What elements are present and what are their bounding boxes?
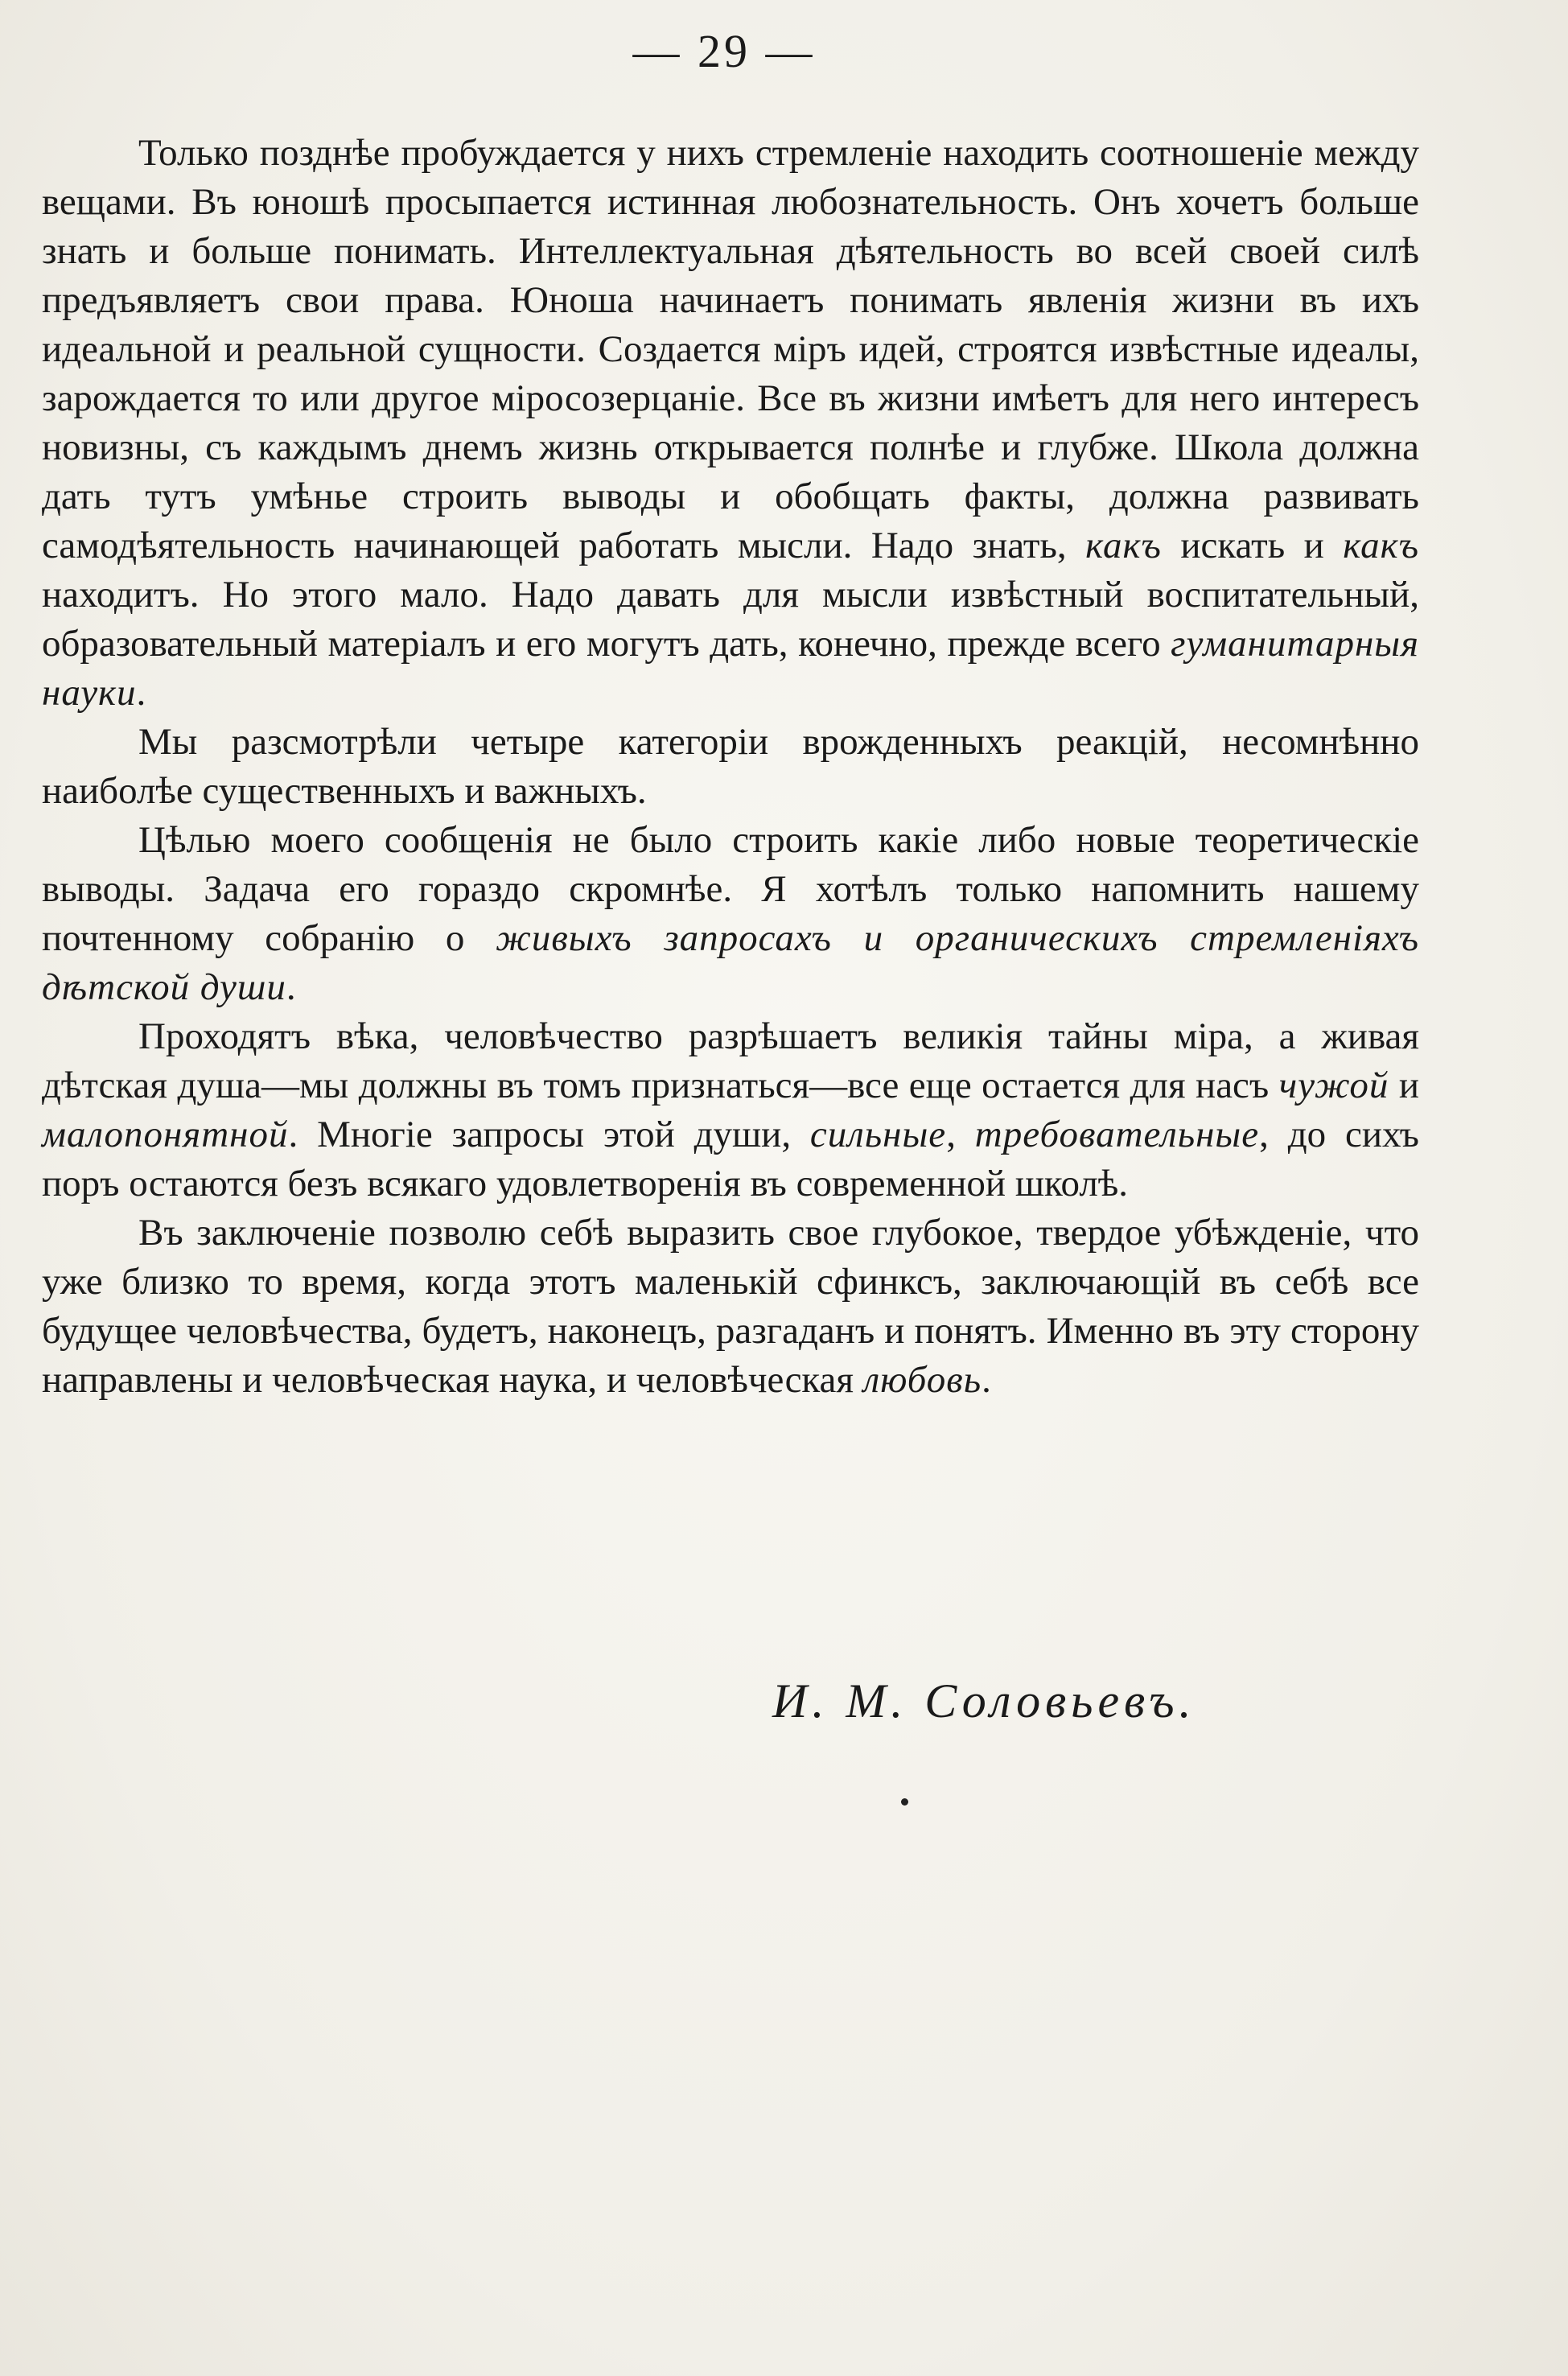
text-run: Проходятъ вѣка, человѣчество разрѣшаетъ великія тайны міра, а живая дѣтская душа—мы должны въ томъ признаться—все еще остается для насъ [42, 1015, 1419, 1106]
text-run: . [286, 966, 296, 1008]
text-run: , до сихъ поръ остаются безъ всякаго удовлетворенія въ современной школѣ. [42, 1114, 1419, 1204]
text-run: искать и [1161, 525, 1344, 566]
author-signature: И. М. Соловьевъ. [772, 1674, 1196, 1727]
body-text [42, 129, 1419, 1405]
paragraph [42, 1209, 1419, 1405]
text-run: и [1389, 1064, 1419, 1106]
paragraph [42, 718, 1419, 816]
italic-run: какъ [1343, 525, 1419, 566]
print-dot [901, 1798, 908, 1806]
text-run: . [982, 1359, 991, 1401]
italic-run: гуманитарныя науки [42, 623, 1419, 714]
page-number: — 29 — [632, 25, 816, 77]
text-run: Въ заключеніе позволю себѣ выразить свое глубокое, твердое убѣжденіе, что уже близко то время, когда этотъ маленькій сфинксъ, заключающій въ себѣ все будущее человѣчества, будетъ, наконецъ, разгаданъ и понятъ. Именно въ эту сторону направлены и человѣческая наука, и человѣческая [42, 1212, 1419, 1401]
italic-run: сильные [809, 1114, 947, 1155]
italic-run: малопонятной [42, 1114, 289, 1155]
paragraph [42, 129, 1419, 718]
text-run: , [946, 1114, 975, 1155]
text-run: . Многіе запросы этой души, [288, 1114, 810, 1155]
paragraph [42, 1012, 1419, 1209]
italic-run: любовь [862, 1359, 982, 1401]
italic-run: чужой [1278, 1064, 1389, 1106]
text-run: Цѣлью моего сообщенія не было строить какіе либо новые теоретическіе выводы. Задача его гораздо скромнѣе. Я хотѣлъ только напомнить нашему почтенному собранію о [42, 819, 1419, 959]
italic-run: требовательные [974, 1114, 1260, 1155]
text-run: . [136, 672, 146, 714]
text-run: Только позднѣе пробуждается у нихъ стремленіе находить соотношеніе между вещами. Въ юношѣ просыпается истинная любознательность. Онъ хочетъ больше знать и больше понимать. Интеллектуальная дѣятельность во всей своей силѣ предъявляетъ свои права. Юноша начинаетъ понимать явленія жизни въ ихъ идеальной и реальной сущности. Создается міръ идей, строятся извѣстные идеалы, зарождается то или другое міросозерцаніе. Все въ жизни имѣетъ для него интересъ новизны, съ каждымъ днемъ жизнь открывается полнѣе и глубже. Школа должна дать тутъ умѣнье строить выводы и обобщать факты, должна развивать самодѣятельность начинающей работать мысли. Надо знать, [42, 132, 1419, 566]
italic-run: живыхъ запросахъ и органическихъ стремленіяхъ дѣтской души [42, 917, 1420, 1008]
text-run: находитъ. Но этого мало. Надо давать для мысли извѣстный воспитательный, образовательный матеріалъ и его могутъ дать, конечно, прежде всего [42, 574, 1419, 665]
paragraph [42, 816, 1419, 1012]
italic-run: какъ [1085, 525, 1162, 566]
text-run: Мы разсмотрѣли четыре категоріи врожденныхъ реакцій, несомнѣнно наиболѣе существенныхъ и важныхъ. [42, 721, 1419, 812]
